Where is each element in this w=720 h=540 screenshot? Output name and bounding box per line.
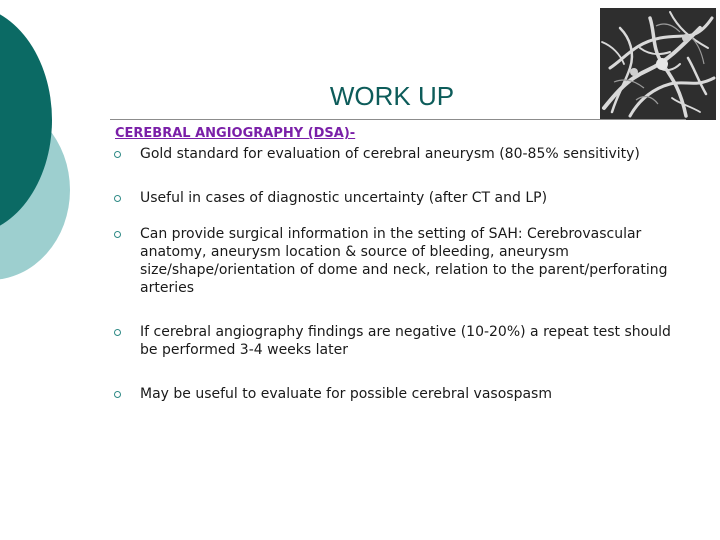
bullet-text: If cerebral angiography findings are negative (10-20%) a repeat test should be performed 3-4 weeks later — [140, 324, 671, 358]
hollow-circle-bullet-icon — [114, 195, 121, 202]
bullet-item — [114, 145, 684, 163]
bullet-item — [114, 225, 684, 297]
bullet-text: Can provide surgical information in the setting of SAH: Cerebrovascular anatomy, aneurysm location & source of bleeding, aneurysm size/shape/orientation of dome and neck, relation to the parent/perforating arteries — [140, 226, 668, 296]
title-divider — [110, 119, 686, 120]
hollow-circle-bullet-icon — [114, 151, 121, 158]
bullet-text: May be useful to evaluate for possible cerebral vasospasm — [140, 386, 552, 402]
bullet-item — [114, 385, 684, 403]
hollow-circle-bullet-icon — [114, 329, 121, 336]
bullet-item — [114, 189, 684, 207]
bullet-item — [114, 323, 684, 359]
slide-title: WORK UP — [329, 81, 455, 111]
bullet-text: Gold standard for evaluation of cerebral aneurysm (80-85% sensitivity) — [140, 146, 640, 162]
section-subheading: CEREBRAL ANGIOGRAPHY (DSA)- — [115, 126, 356, 141]
hollow-circle-bullet-icon — [114, 231, 121, 238]
bullet-list — [114, 145, 684, 403]
bullet-text: Useful in cases of diagnostic uncertainty (after CT and LP) — [140, 190, 548, 206]
angiogram-image — [600, 8, 716, 120]
hollow-circle-bullet-icon — [114, 391, 121, 398]
